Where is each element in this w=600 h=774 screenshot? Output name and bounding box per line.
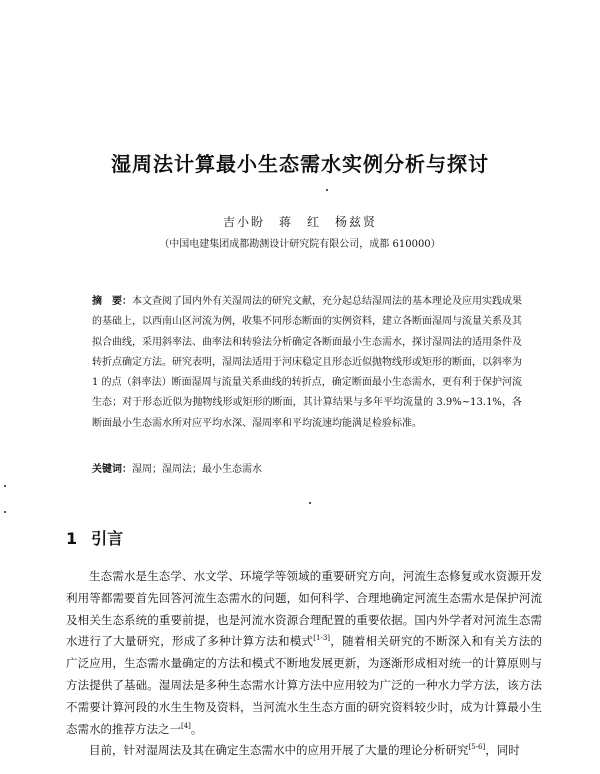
citation-ref: [4]	[181, 721, 191, 730]
section-title: 引言	[91, 529, 124, 548]
paragraph-text: ，同时	[485, 743, 520, 757]
paragraph-text: 生态需水是生态学、水文学、环境学等领域的重要研究方向，河流生态修复或水资源开发利用等都需要首先回答河流生态需水的问题，如何科学、合理地确定河流生态需水是保护河流及相关生态系统的重要前提，也是河流水资源合理配置的重要依据。国内外学者对河流生态需水进行了大量研究，形成了多种计算方法和模式	[66, 569, 542, 649]
paragraph-text: ，随着相关研究的不断深入和有关方法的广泛应用，生态需水量确定的方法和模式不断地发展更新，为逐渐形成相对统一的计算原则与方法提供了基础。湿周法是多种生态需水计算方法中应用较为广泛的一种水力学方法，该方法不需要计算河段的水生生物及资料，当河流水生生态方面的研究资料较少时，成为计算最小生态需水的推荐方法之一	[66, 634, 542, 736]
section-number: 1	[66, 529, 78, 548]
keywords	[92, 460, 522, 480]
author-list: 吉小盼 蒋 红 杨兹贤	[222, 215, 377, 229]
introduction-paragraph-2	[66, 740, 542, 762]
paper-title: 湿周法计算最小生态需水实例分析与探讨	[111, 152, 489, 176]
section-heading-introduction	[66, 526, 123, 549]
keywords-text: 湿周；湿周法；最小生态需水	[132, 464, 262, 475]
citation-ref: [1-3]	[313, 634, 331, 643]
scan-speck	[4, 485, 6, 487]
scan-speck	[309, 502, 311, 504]
author-affiliation: （中国电建集团成都勘测设计研究院有限公司，成都 610000）	[159, 239, 441, 250]
abstract-label: 摘 要：	[92, 296, 132, 307]
abstract-text: 本文查阅了国内外有关湿周法的研究文献，充分起总结湿周法的基本理论及应用实践成果的基础上，以西南山区河流为例，收集不同形态断面的实例资料，建立各断面湿周与流量关系及其拟合曲线，采用斜率法、曲率法和转验法分析确定各断面最小生态需水，探讨湿周法的适用条件及转折点确定方法。研究表明，湿周法适用于河床稳定且形态近似抛物线形或矩形的断面，以斜率为 1 的点（斜率法）断面湿周与流量关系曲线的转折点，确定断面最小生态需水，更有利于保护河流生态；对于形态近似为抛物线形或矩形的断面，其计算结果与多年平均流量的 3.9%~13.1%，各断面最小生态需水所对应平均水深、湿周率和平均流速均能满足检验标准。	[92, 296, 522, 429]
paragraph-text: 。	[190, 721, 203, 736]
keywords-label: 关键词：	[92, 464, 132, 475]
scan-speck	[326, 189, 328, 191]
paragraph-text: 目前，针对湿周法及其在确定生态需水中的应用开展了大量的理论分析研究	[89, 743, 469, 757]
introduction-paragraph-1	[66, 566, 542, 740]
citation-ref: [5-6]	[468, 743, 486, 752]
scan-speck	[4, 511, 6, 513]
abstract	[92, 292, 522, 434]
